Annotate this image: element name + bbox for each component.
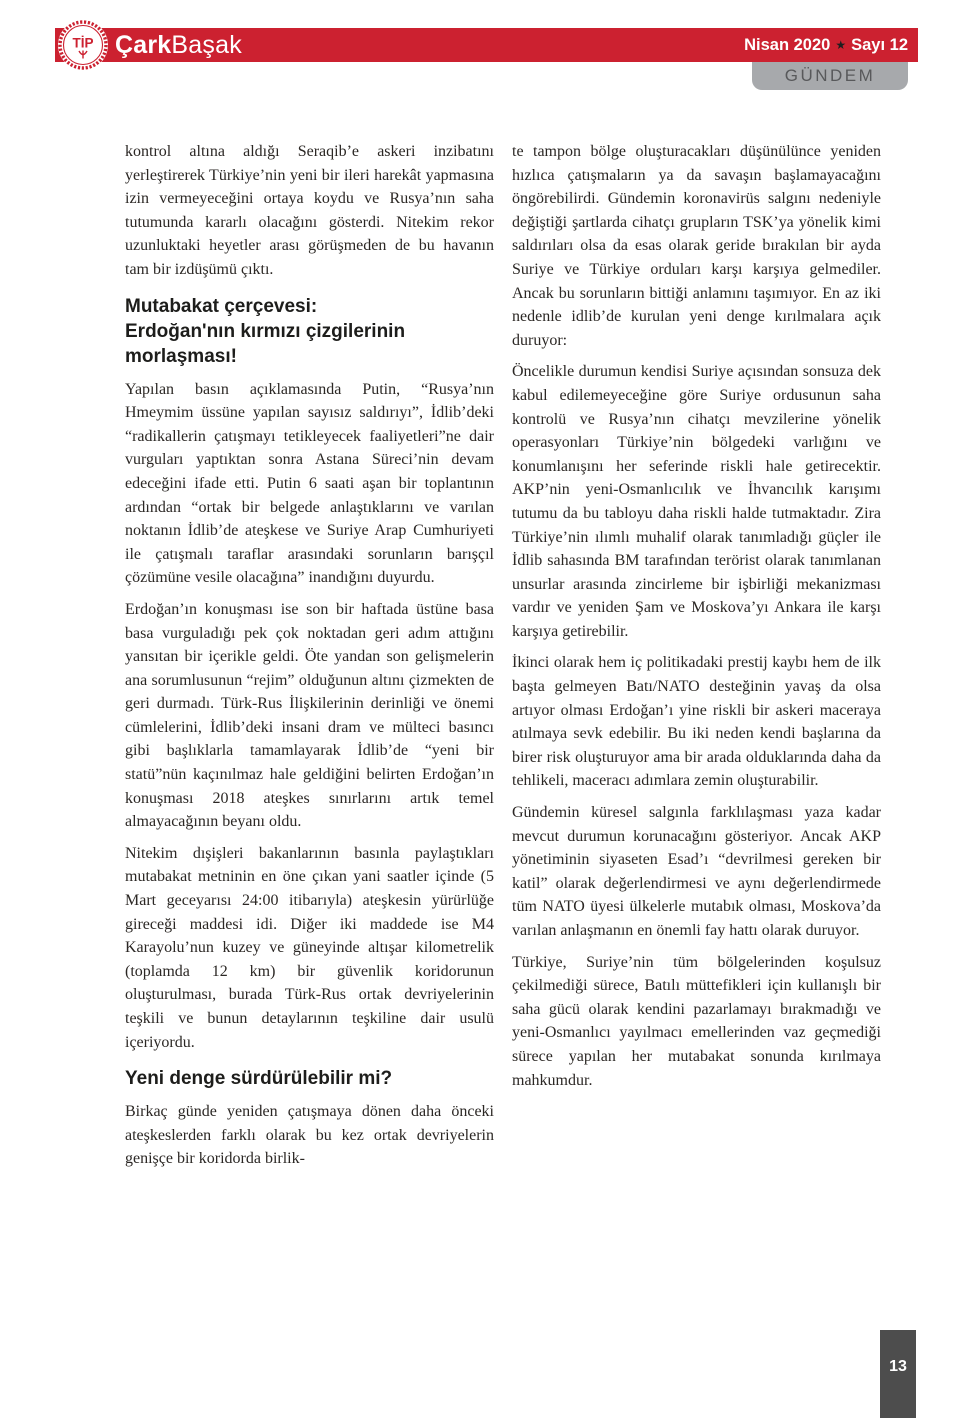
paragraph: Öncelikle durumun kendisi Suriye açısından sonsuza dek kabul edilemeyeceğine göre Suriye ordusunun saha kontrolü ve Rusya’nın cihatçı mevzilerine yönelik operasyonları Türkiye’nin bölgedeki varlığını ve konumlanışını her seferinde riskli hale getirecektir. AKP’nin yeni-Osmanlıcılık ve İhvancılık karışımı tutumu da bu tabloyu daha riskli halde tutmaktadır. Zira Türkiye’nin ılımlı muhalif olarak tanımladığı güçler ile İdlib sahasında BM tarafından terörist olarak tanımlanan unsurlar arasında zincirleme bir işbirliği mekanizması vardır ve yeniden Şam ve Moskova’yı Ankara ile karşı karşıya getirebilir. xyxy=(512,363,881,640)
paragraph: İkinci olarak hem iç politikadaki prestij kaybı hem de ilk başta gelmeyen Batı/NATO desteğinin yavaş da olsa artıyor olması Erdoğan’ı yine riskli bir askeri maceraya atılmaya sevk edebilir. Bu iki neden kendi başlarına da birer risk oluşturuyor ama bir arada olduklarında daha da tehlikeli, maceracı adımlara zemin oluşturabilir. xyxy=(512,654,881,790)
star-icon: ★ xyxy=(835,38,847,52)
paragraph: Birkaç günde yeniden çatışmaya dönen daha önceki ateşkeslerden farklı olarak bu kez ortak devriyelerin genişçe bir koridorda birlik- xyxy=(125,1103,494,1168)
party-logo-text: TİP xyxy=(72,35,94,51)
issue-number: Sayı 12 xyxy=(851,36,908,54)
magazine-title-light: Başak xyxy=(171,31,242,59)
paragraph: Yapılan basın açıklamasında Putin, “Rusya’nın Hmeymim üssüne yapılan sayısız saldırıyı”, İdlib’deki “radikallerin çatışmayı tetikleyecek faaliyetleri”ne dair vurguları yaptıktan sonra Astana Süreci’nin devam edeceğini ifade etti. Putin 6 saati aşan bir toplantının ardından “ortak bir belgede anlaştıklarını ve varılan noktanın İdlib’de ateşkese ve Suriye Arap Cumhuriyeti ile çatışmalı taraflar arasındaki sorunların barışçıl çözümüne vesile olacağına” inandığını duyurdu. xyxy=(125,380,494,587)
header-bar xyxy=(55,28,918,62)
subheading: Yeni denge sürdürülebilir mi? xyxy=(125,1068,393,1090)
issue-info xyxy=(744,28,908,62)
magazine-title xyxy=(115,29,242,63)
paragraph: Erdoğan’ın konuşması ise son bir haftada üstüne basa basa vurguladığı pek çok noktadan geri adım attığını yansıtan bir içerikle geldi. Öte yandan son gelişmelerin ana sorumlusunun “rejim” olduğunun altını çizmekten de geri durmadı. Türk-Rus İlişkilerinin derinliği ve önemi cümlelerini, İdlib’deki insani dram ve mülteci basıncı gibi başlıklarla tamamlayarak İdlib’de “yeni bir statü”nün kaçınılmaz hale geldiğini belirten Erdoğan’ın konuşması 2018 ateşkes sınırlarını artık temel almayacağının beyanı oldu. xyxy=(125,600,494,831)
party-logo-icon xyxy=(57,19,109,71)
article-column-left xyxy=(125,140,494,1179)
paragraph: Gündemin küresel salgınla farklılaşması yaza kadar mevcut durumun korunacağını gösteriyor. Ancak AKP yönetiminin siyaseten Esad’ı “devrilmesi gereken bir katil” olarak değerlendirmesi ve aynı değerlendirmede tüm NATO üyesi ülkelerle mutabık olması, Moskova’da varılan anlaşmanın en önemli fay hattı olarak duruyor. xyxy=(512,804,881,939)
paragraph: kontrol altına aldığı Seraqib’e askeri inzibatını yerleştirerek Türkiye’nin yeni bir ileri harekât yapmasına izin vermeyeceğini ortaya koydu ve Rusya’nın saha tutumunda kararlı olacağını gösterdi. Nitekim rekor uzunluktaki heyetler arası görüşmeden de bu havanın tam bir izdüşümü çıktı. xyxy=(125,143,494,278)
section-tag-label: GÜNDEM xyxy=(784,66,876,85)
magazine-title-bold: Çark xyxy=(115,31,172,59)
article-column-right xyxy=(512,140,881,1179)
paragraph: Türkiye, Suriye’nin tüm bölgelerinden koşulsuz çekilmediği sürece, Batılı müttefikleri için kullanışlı bir saha gücü olarak kendini pazarlamayı bırakmadığı ve yeni-Osmanlıcı yayılmacı emellerinden vaz geçmediği sürece yapılan her mutabakat sonunda kırılmaya mahkumdur. xyxy=(512,953,881,1089)
page-number-badge xyxy=(880,1330,916,1418)
issue-date: Nisan 2020 xyxy=(744,36,831,54)
paragraph: te tampon bölge oluşturacakları düşünülünce yeniden hızlıca çatışmaların ya da savaşın başlamayacağını öngörebilirdi. Gündemin koronavirüs salgını nedeniyle değiştiği şartlarda cihatçı grupların TSK’ya yönelik kimi saldırıları olsa da esas olarak geride bırakılan bir ayda Suriye ve Türkiye orduları karşı karşıya gelmediler. Ancak bu sorunların bittiği anlamını taşımıyor. En az iki nedenle idlib’de kurulan yeni denge kırılmalara açık duruyor: xyxy=(512,143,881,349)
paragraph: Nitekim dışişleri bakanlarının basınla paylaştıkları mutabakat metninin en öne çıkan yani saatler içinde (5 Mart geceyarısı 24:00 itibarıyla) ateşkesin yürürlüğe gireceği maddesi idi. Diğer iki maddede ise M4 Karayolu’nun kuzey ve güneyinde altışar kilometrelik (toplamda 12 km) bir güvenlik koridorunun oluşturulması, burada Türk-Rus ortak devriyelerinin teşkili ve bunun detaylarının teşkiline dair usulü içeriyordu. xyxy=(125,844,494,1051)
section-tag-gundem xyxy=(752,62,908,90)
subheading: Mutabakat çerçevesi: Erdoğan'nın kırmızı çizgilerinin morlaşması! xyxy=(125,295,406,367)
article-body xyxy=(125,140,881,1179)
page-number: 13 xyxy=(889,1358,907,1375)
